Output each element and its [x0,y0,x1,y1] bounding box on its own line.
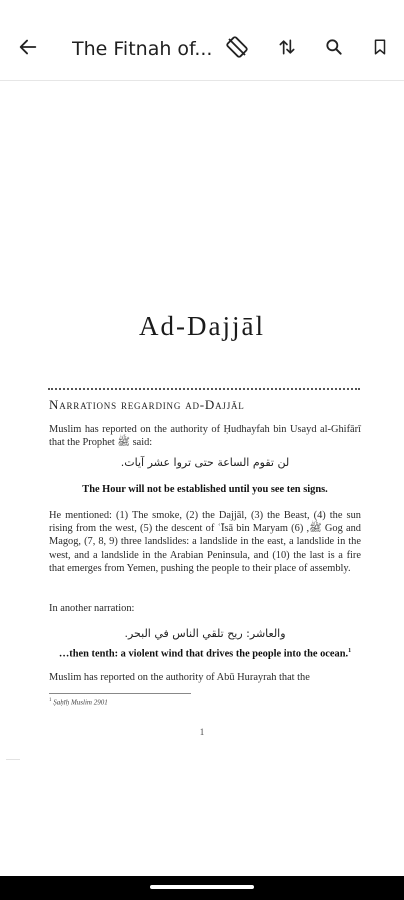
book-title: The Fitnah of... [72,38,213,60]
translation-2 [49,648,361,659]
arabic-text-2: والعاشر: ريح تلقي الناس في البحر. [124,627,286,640]
system-nav-bar [0,876,404,900]
back-arrow-icon[interactable] [14,33,42,61]
paragraph-3: In another narration: [49,603,135,614]
footnote-rule [49,693,191,694]
book-page[interactable] [0,81,404,876]
paragraph-2: He mentioned: (1) The smoke, (2) the Dajjāl, (3) the Beast, (4) the sun rising from the west, (5) the descent of ʿĪsā bin Maryam ﷺ, (6) Gog and Magog, (7, 8, 9) three landslides: a landslide in the east, a landslide in the west, and a landslide in the Arabian Peninsula, and (10) the last is a fire that emerges from Yemen, pushing the people to their place of assembly. [49,510,361,574]
bookmark-icon[interactable] [366,33,394,61]
arabic-text-1: لن تقوم الساعة حتى تروا عشر آيات. [120,456,290,469]
footnote [49,698,361,706]
translation-1: The Hour will not be established until you see ten signs. [82,484,328,495]
footnote-ref[interactable]: 1 [348,648,352,654]
section-heading: Narrations regarding ad-Dajjāl [49,397,245,412]
footnote-text: Ṣaḥīḥ Muslim 2901 [53,698,108,707]
app-bar [0,0,404,81]
rotate-lock-icon[interactable] [223,33,251,61]
search-icon[interactable] [320,33,348,61]
footnote-number: 1 [49,698,52,703]
sort-arrows-icon[interactable] [273,33,301,61]
paragraph-1: Muslim has reported on the authority of Ḥudhayfah bin Usayd al-Ghifārī that the Prophet ﷺ said: [49,424,361,449]
chapter-title: Ad-Dajjāl [139,311,265,341]
home-gesture-handle[interactable] [150,885,254,889]
page-number: 1 [199,727,205,737]
dotted-divider [48,388,360,390]
page-edge-mark [6,759,20,760]
paragraph-4: Muslim has reported on the authority of Abū Hurayrah that the [49,672,310,683]
translation-2-text: …then tenth: a violent wind that drives the people into the ocean. [58,648,349,660]
